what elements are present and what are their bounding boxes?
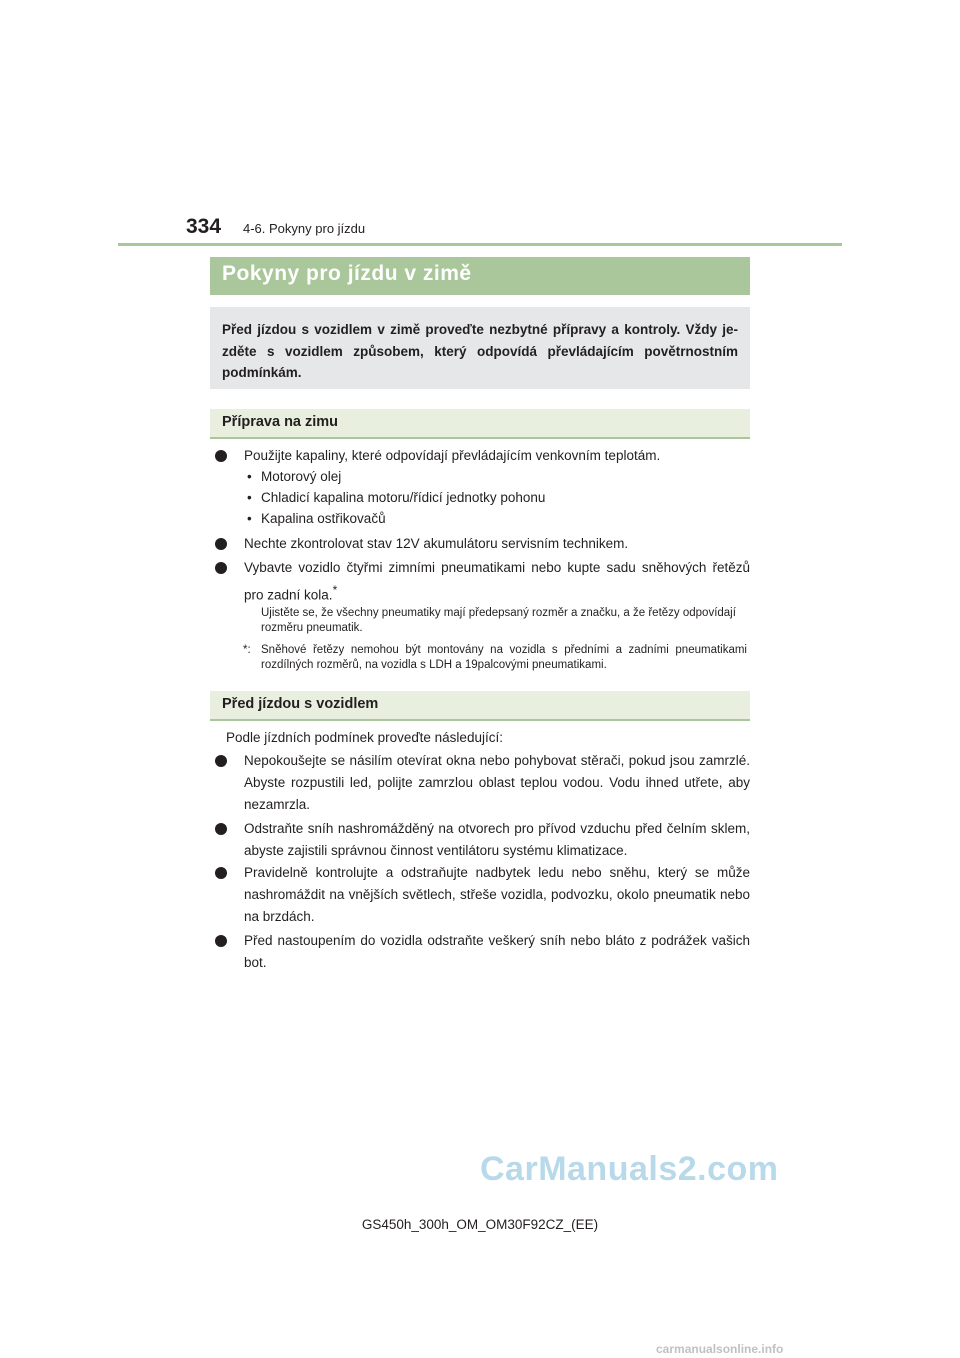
- bullet-icon: [215, 935, 227, 947]
- footnote-marker: *:: [243, 644, 251, 656]
- list-item-text: Před nastoupením do vozidla odstraňte veškerý sníh nebo bláto z podrážek vašich bot.: [244, 933, 750, 970]
- section-reference: 4-6. Pokyny pro jízdu: [243, 221, 366, 236]
- sub-bullet-icon: •: [247, 511, 252, 526]
- section-heading-winter-prep: [210, 409, 750, 439]
- sub-bullet-icon: •: [247, 469, 252, 484]
- watermark-logo: CarManuals2.com: [480, 1150, 779, 1188]
- sub-list-item: [247, 487, 747, 508]
- section-heading-label: Příprava na zimu: [222, 414, 339, 430]
- bullet-icon: [215, 755, 227, 767]
- footnote-text: Sněhové řetězy nemohou být montovány na vozidla s předními a zadními pneumatikami rozdílných rozměrů, na vozidla s LDH a 19palcovými pneumatikami.: [261, 644, 747, 671]
- chapter-title: Pokyny pro jízdu v zimě: [222, 262, 472, 285]
- note-text: Ujistěte se, že všechny pneumatiky mají předepsaný rozměr a značku, a že řetězy odpovídají rozměru pneumatik.: [261, 607, 736, 634]
- bullet-icon: [215, 562, 227, 574]
- sub-list-item: [247, 466, 747, 487]
- header-divider: [118, 243, 842, 246]
- list-item-text: Použijte kapaliny, které odpovídají převládajícím venkovním teplotám.: [244, 448, 661, 463]
- intro-box: [210, 307, 750, 389]
- list-item: [215, 862, 750, 928]
- list-item-text: Vybavte vozidlo čtyřmi zimními pneumatikami nebo kupte sadu sněhových řetězů pro zadní kola.: [244, 560, 750, 603]
- bullet-icon: [215, 538, 227, 550]
- list-item: [215, 557, 750, 601]
- bullet-icon: [215, 823, 227, 835]
- list-item: [215, 445, 750, 467]
- list-item-text: Pravidelně kontrolujte a odstraňujte nadbytek ledu nebo sněhu, který se může nashromáždit na vnějších světlech, střeše vozidla, podvozku, okolo pneumatik nebo na brzdách.: [244, 865, 750, 924]
- section-heading-before-driving: [210, 691, 750, 721]
- sub-bullet-icon: •: [247, 490, 252, 505]
- watermark-url: carmanualsonline.info: [656, 1342, 784, 1356]
- page-number: 334: [186, 215, 222, 238]
- section-heading-label: Před jízdou s vozidlem: [222, 696, 379, 712]
- chapter-title-band: [210, 257, 750, 295]
- list-item: [215, 818, 750, 862]
- bullet-icon: [215, 450, 227, 462]
- sub-list-item: [247, 508, 747, 529]
- list-item: [215, 533, 750, 555]
- intro-text: Před jízdou s vozidlem v zimě proveďte nezbytné přípravy a kontroly. Vždy jezděte s vozidlem způsobem, který odpovídá převládajícím povětrnostním podmínkám.: [222, 322, 738, 380]
- document-code: GS450h_300h_OM_OM30F92CZ_(EE): [361, 1217, 599, 1232]
- list-item-text: Nechte zkontrolovat stav 12V akumulátoru servisním technikem.: [244, 536, 629, 551]
- lead-text: Podle jízdních podmínek proveďte následující:: [226, 730, 503, 745]
- list-item-text: Nepokoušejte se násilím otevírat okna nebo pohybovat stěrači, pokud jsou zamrzlé. Abyste rozpustili led, polijte zamrzlou oblast teplou vodou. Vodu ihned utřete, aby nezamrzla.: [244, 753, 750, 812]
- list-item-text: Odstraňte sníh nashromážděný na otvorech pro přívod vzduchu před čelním sklem, abyste zajistili správnou činnost ventilátoru systému klimatizace.: [244, 821, 750, 858]
- list-item: [215, 750, 750, 816]
- sub-list-item-text: Chladicí kapalina motoru/řídicí jednotky pohonu: [261, 490, 546, 505]
- sub-list-item-text: Motorový olej: [261, 469, 342, 484]
- footnote-marker: *: [332, 583, 338, 597]
- list-item: [215, 930, 750, 974]
- bullet-icon: [215, 867, 227, 879]
- sub-list-item-text: Kapalina ostřikovačů: [261, 511, 386, 526]
